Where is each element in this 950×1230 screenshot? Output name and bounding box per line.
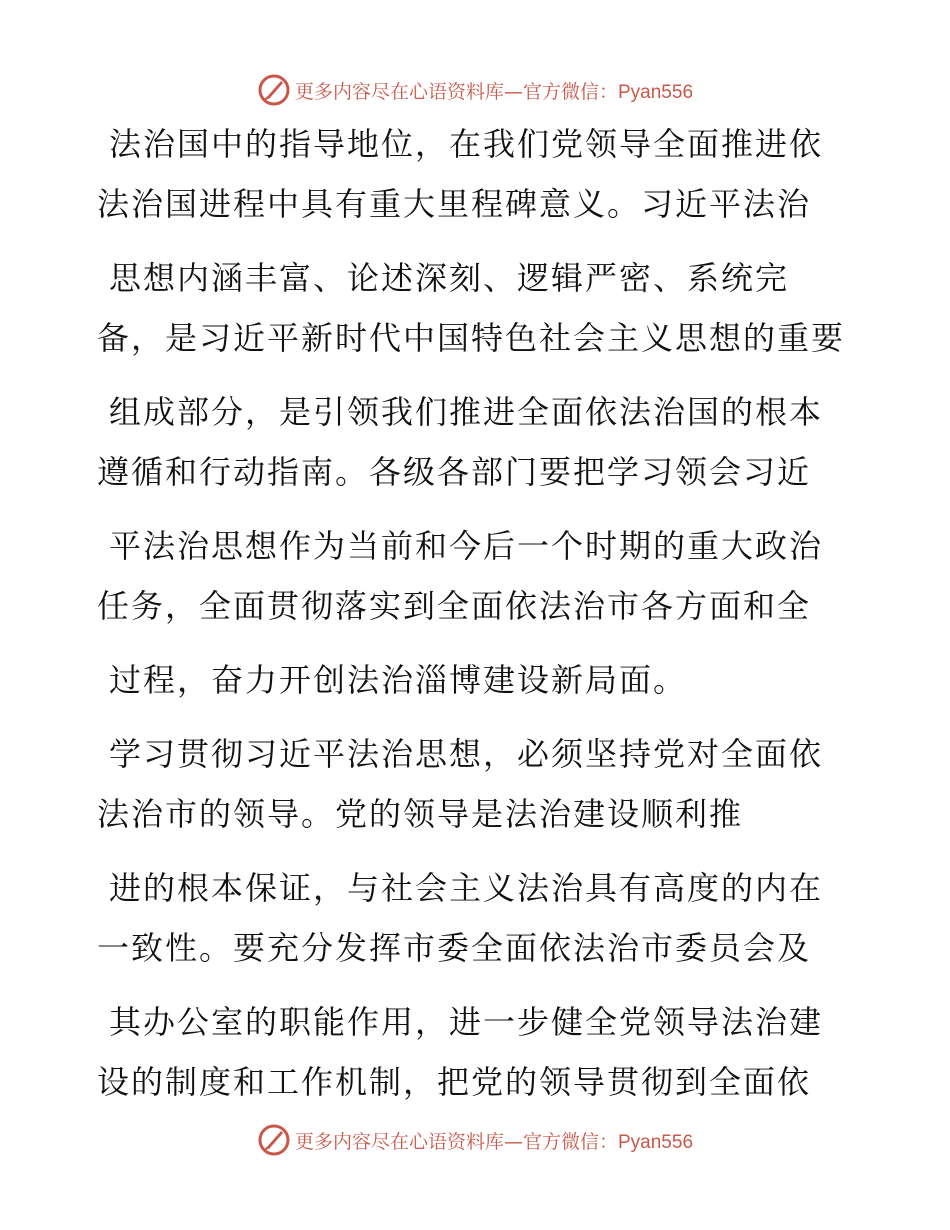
- text-line: 其办公室的职能作用，进一步健全党领导法治建: [109, 1003, 824, 1041]
- footer-banner-wechat-id: Pyan556: [618, 1131, 694, 1153]
- text-line: 设的制度和工作机制，把党的领导贯彻到全面依: [97, 1063, 812, 1101]
- header-banner-text: [295, 77, 693, 104]
- text-line: 备，是习近平新时代中国特色社会主义思想的重要: [97, 319, 846, 357]
- text-line: 法治国中的指导地位，在我们党领导全面推进依: [109, 125, 824, 163]
- text-line: 平法治思想作为当前和今后一个时期的重大政治: [109, 527, 824, 565]
- text-line: 进的根本保证，与社会主义法治具有高度的内在: [109, 869, 824, 907]
- text-line: 思想内涵丰富、论述深刻、逻辑严密、系统完: [109, 259, 790, 297]
- header-banner-cn: 更多内容尽在心语资料库—官方微信：: [294, 80, 618, 103]
- text-line: 过程，奋力开创法治淄博建设新局面。: [109, 661, 688, 699]
- footer-banner: [0, 1122, 950, 1158]
- header-banner: [0, 72, 950, 108]
- quill-logo-icon: [257, 1123, 291, 1157]
- text-line: 法治国进程中具有重大里程碑意义。习近平法治: [97, 185, 812, 223]
- quill-logo-icon: [257, 73, 291, 107]
- text-line: 一致性。要充分发挥市委全面依法治市委员会及: [97, 929, 812, 967]
- footer-banner-cn: 更多内容尽在心语资料库—官方微信：: [294, 1130, 618, 1153]
- text-line: 法治市的领导。党的领导是法治建设顺利推: [97, 795, 744, 833]
- text-line: 组成部分，是引领我们推进全面依法治国的根本: [109, 393, 824, 431]
- text-line: 遵循和行动指南。各级各部门要把学习领会习近: [97, 453, 812, 491]
- text-line: 学习贯彻习近平法治思想，必须坚持党对全面依: [109, 735, 824, 773]
- footer-banner-text: [295, 1127, 693, 1154]
- header-banner-wechat-id: Pyan556: [618, 81, 694, 103]
- text-line: 任务，全面贯彻落实到全面依法治市各方面和全: [97, 587, 812, 625]
